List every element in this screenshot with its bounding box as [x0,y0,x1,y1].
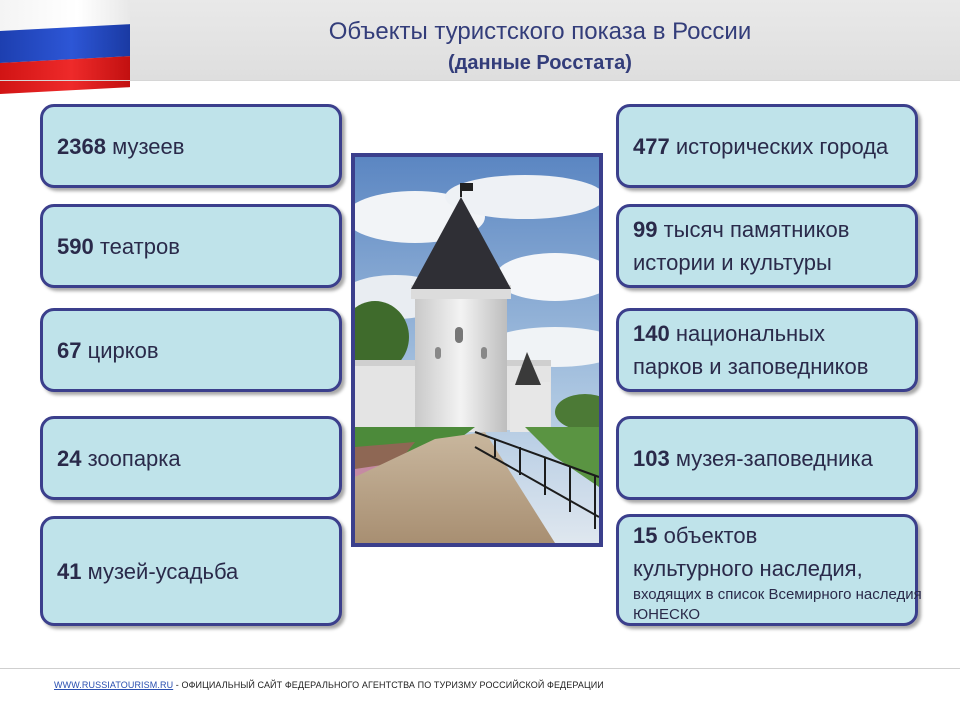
card-label: музея-заповедника [669,445,873,471]
card-number: 67 [57,337,82,363]
card-small-line2: ЮНЕСКО [633,606,701,623]
card-number: 103 [633,445,670,471]
card-number: 99 [633,217,658,242]
card-label: музеев [105,133,185,159]
card-estates [40,516,342,626]
footer-link[interactable]: WWW.RUSSIATOURISM.RU [54,680,174,690]
footer-text: - ОФИЦИАЛЬНЫЙ САЙТ ФЕДЕРАЛЬНОГО АГЕНТСТВА ПО ТУРИЗМУ РОССИЙСКОЙ ФЕДЕРАЦИИ [173,680,604,690]
card-small-line1: входящих в список Всемирного наследия [633,586,922,603]
card-label-line2: парков и заповедников [633,354,869,379]
title-line-1: Объекты туристского показа в России [328,18,752,45]
card-number: 2368 [57,133,106,159]
card-number: 140 [633,321,670,346]
card-label: театров [93,233,180,259]
footer-divider [0,668,960,669]
card-zoos [40,416,342,500]
footer [54,680,604,690]
card-label: цирков [81,337,159,363]
card-number: 590 [57,233,94,259]
header-divider [0,80,960,81]
card-label-line2: истории и культуры [633,250,832,275]
card-label: исторических города [669,133,889,159]
card-number: 24 [57,445,82,471]
card-number: 477 [633,133,670,159]
page-title [220,16,860,78]
card-unesco-heritage [616,514,922,626]
card-label: музей-усадьба [81,558,239,584]
kremlin-tower-icon [355,157,599,543]
card-label: национальных [669,321,825,346]
card-label: зоопарка [81,445,181,471]
card-museum-reserves [616,416,918,500]
card-number: 41 [57,558,82,584]
card-monuments [616,204,918,288]
card-label-line2: культурного наследия, [633,556,863,581]
card-number: 15 [633,523,658,548]
card-theatres [40,204,342,288]
title-line-2: (данные Росстата) [448,52,632,74]
card-label: объектов [657,523,758,548]
card-label: тысяч памятников [657,217,850,242]
card-historic-cities [616,104,918,188]
kremlin-tower-photo [351,153,603,547]
card-circuses [40,308,342,392]
card-national-parks [616,308,918,392]
card-museums [40,104,342,188]
